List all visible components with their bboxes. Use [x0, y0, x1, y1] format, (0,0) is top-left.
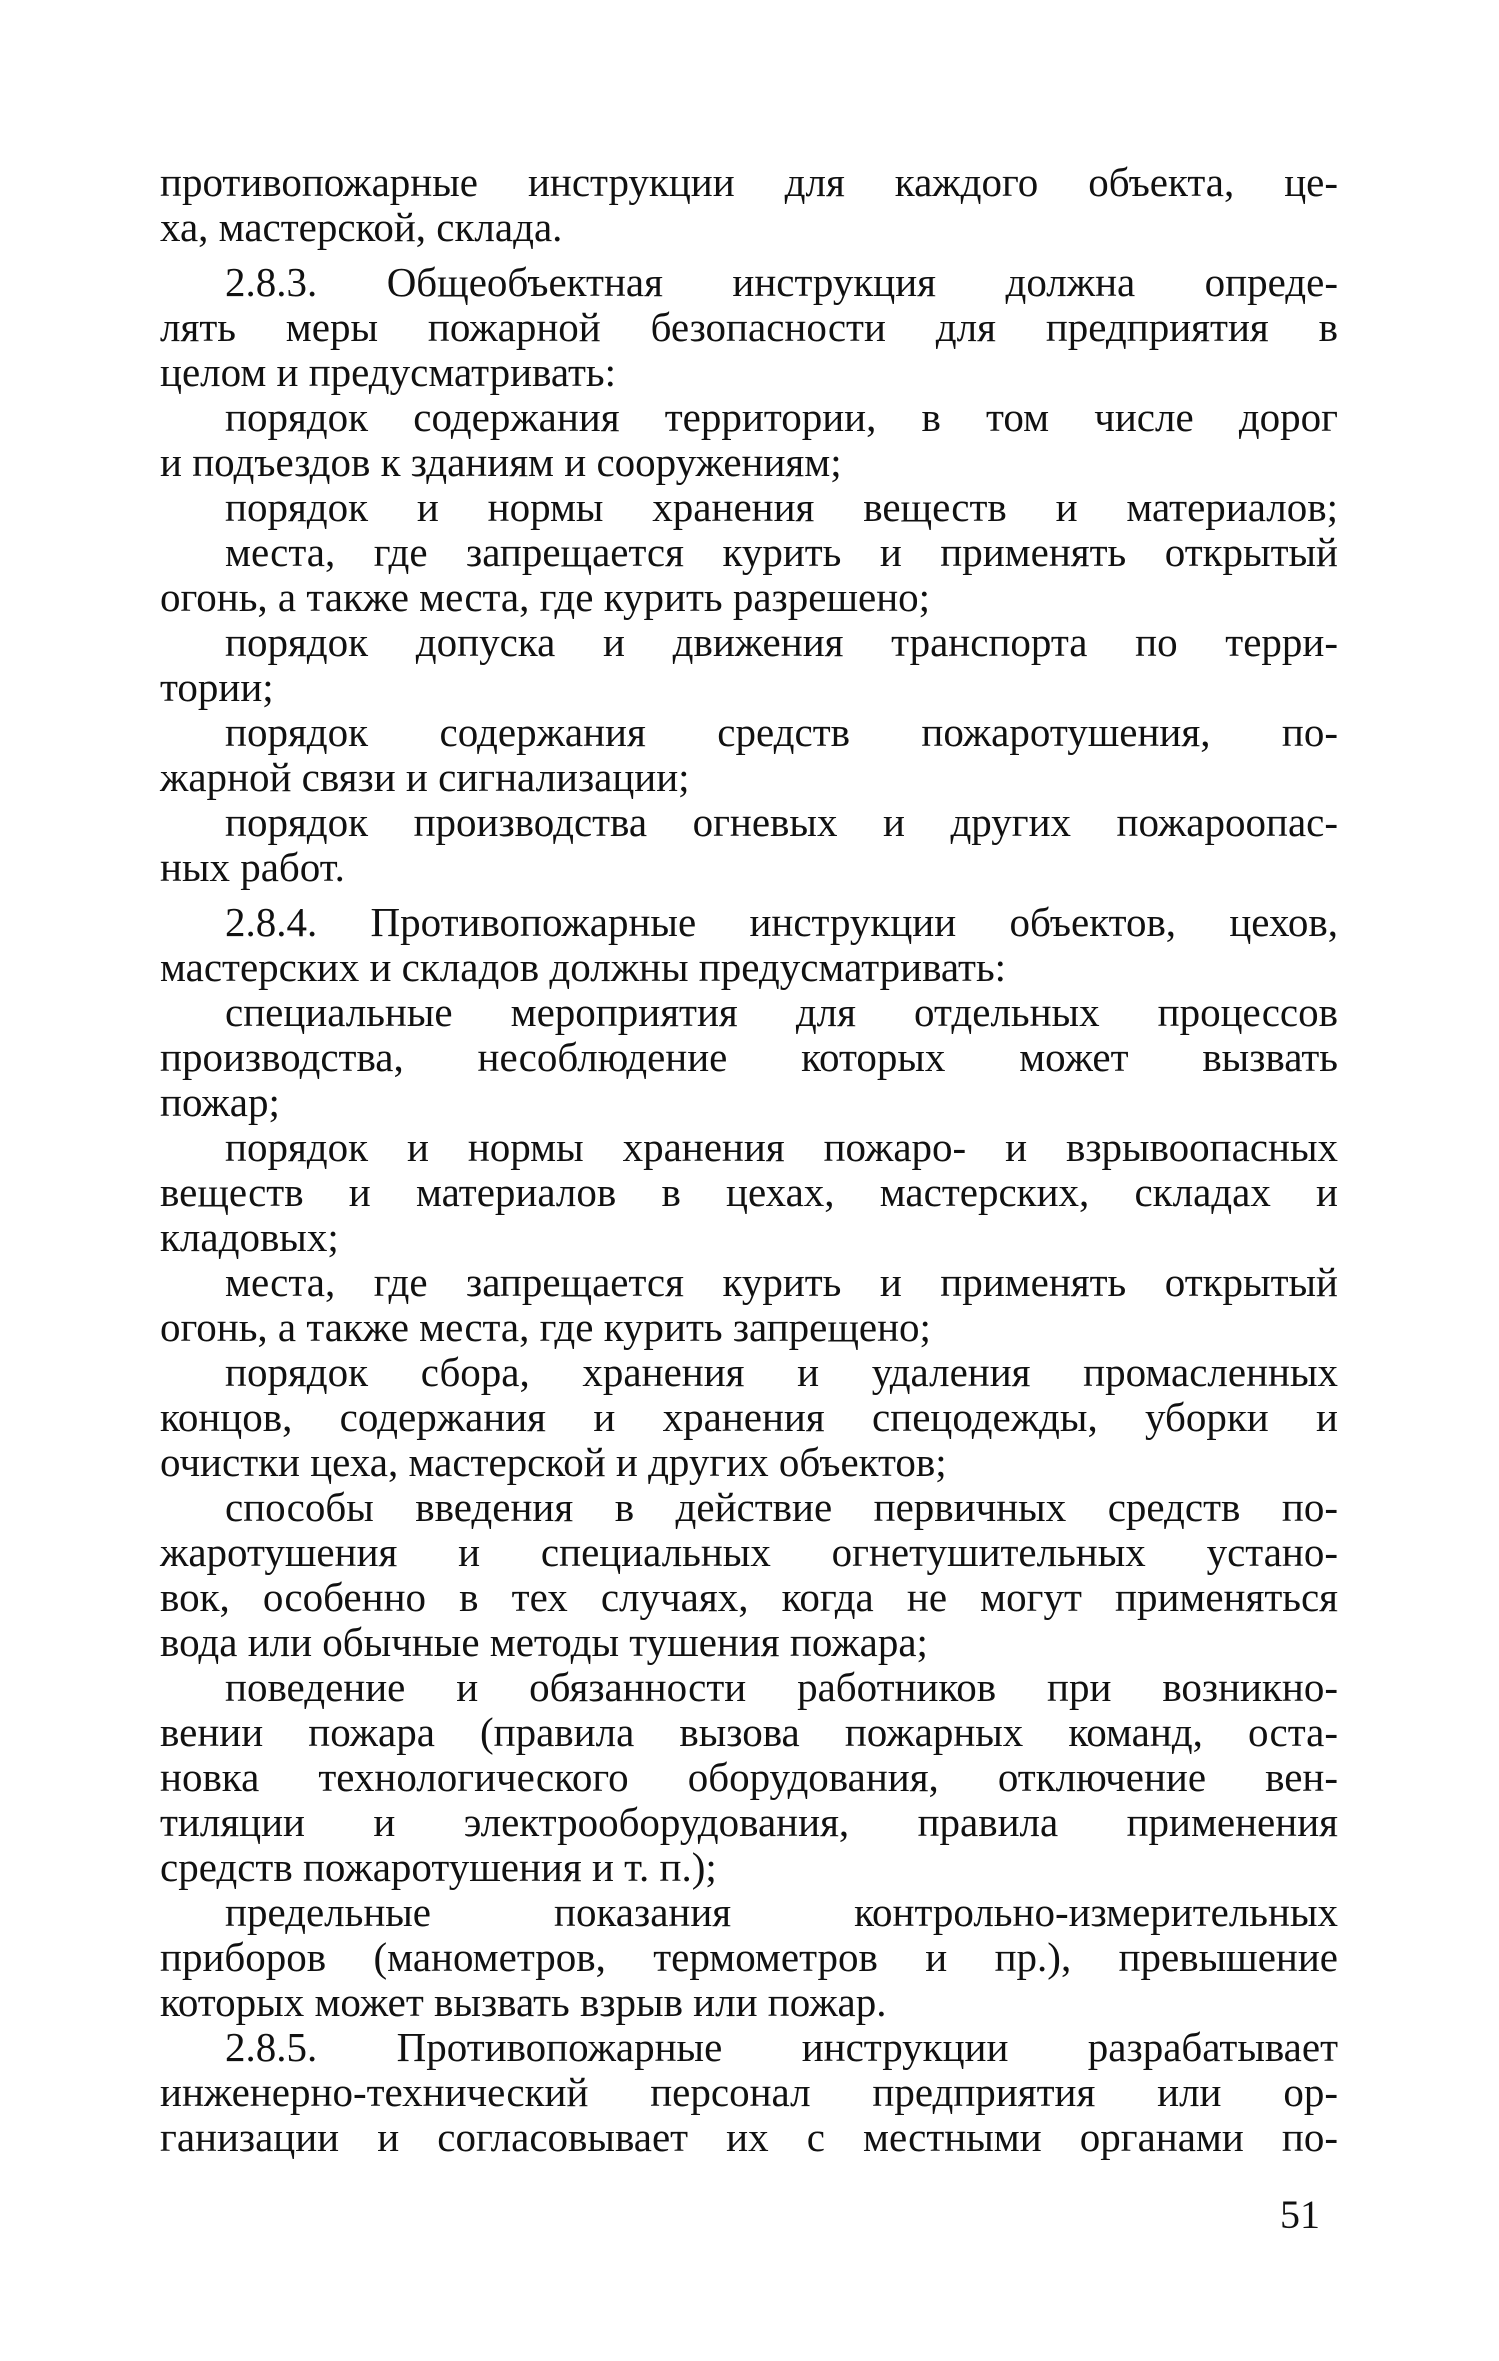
text-line: кладовых; [160, 1214, 339, 1260]
text-line: ных работ. [160, 844, 345, 890]
paragraph-2-8-3 [160, 260, 1338, 395]
text-line: специальные мероприятия для отдельных процессов [225, 989, 1338, 1035]
list-item-smoking-allowed [160, 530, 1338, 620]
text-line: порядок производства огневых и других пожароопас- [225, 799, 1338, 845]
text-line: мастерских и складов должны предусматривать: [160, 944, 1007, 990]
page-text [160, 160, 1338, 2160]
text-line: приборов (манометров, термометров и пр.), превышение [160, 1934, 1338, 1980]
text-line: способы введения в действие первичных средств по- [225, 1484, 1338, 1530]
text-line: концов, содержания и хранения спецодежды, уборки и [160, 1394, 1338, 1440]
list-item-hazardous-storage [160, 1125, 1338, 1260]
text-line: пожар; [160, 1079, 280, 1125]
paragraph-2-8-5 [160, 2025, 1338, 2160]
list-item-special-measures [160, 990, 1338, 1125]
text-line: 2.8.3. Общеобъектная инструкция должна опреде- [225, 259, 1338, 305]
paragraph-2-8-4 [160, 900, 1338, 990]
text-line: порядок содержания территории, в том числе дорог [225, 394, 1338, 440]
page-number: 51 [1280, 2192, 1320, 2237]
text-line: и подъездов к зданиям и сооружениям; [160, 439, 842, 485]
text-line: тории; [160, 664, 274, 710]
text-line: целом и предусматривать: [160, 349, 616, 395]
text-line: огонь, а также места, где курить запрещено; [160, 1304, 931, 1350]
text-line: вода или обычные методы тушения пожара; [160, 1619, 928, 1665]
text-line: предельные показания контрольно-измерительных [225, 1889, 1338, 1935]
text-line: производства, несоблюдение которых может вызвать [160, 1034, 1338, 1080]
list-item-storage [160, 485, 1338, 530]
text-line: жаротушения и специальных огнетушительных устано- [160, 1529, 1338, 1575]
text-line: поведение и обязанности работников при возникно- [225, 1664, 1338, 1710]
list-item-transport [160, 620, 1338, 710]
text-line: инженерно-технический персонал предприятия или ор- [160, 2069, 1338, 2115]
list-item-behavior [160, 1665, 1338, 1890]
text-line: тиляции и электрооборудования, правила применения [160, 1799, 1338, 1845]
paragraph-intro [160, 160, 1338, 250]
text-line: 2.8.4. Противопожарные инструкции объектов, цехов, [225, 899, 1338, 945]
text-line: жарной связи и сигнализации; [160, 754, 690, 800]
text-line: новка технологического оборудования, отключение вен- [160, 1754, 1338, 1800]
text-line: порядок и нормы хранения пожаро- и взрывоопасных [225, 1124, 1338, 1170]
text-line: средств пожаротушения и т. п.); [160, 1844, 717, 1890]
text-line: лять меры пожарной безопасности для предприятия в [160, 304, 1338, 350]
text-line: 2.8.5. Противопожарные инструкции разрабатывает [225, 2024, 1338, 2070]
list-item-instruments [160, 1890, 1338, 2025]
list-item-primary-means [160, 1485, 1338, 1665]
list-item-firefighting [160, 710, 1338, 800]
text-line: вок, особенно в тех случаях, когда не могут применяться [160, 1574, 1338, 1620]
text-line: порядок и нормы хранения веществ и материалов; [225, 484, 1338, 530]
text-line: противопожарные инструкции для каждого объекта, це- [160, 159, 1338, 205]
list-item-hot-work [160, 800, 1338, 890]
text-line: ха, мастерской, склада. [160, 204, 563, 250]
text-line: очистки цеха, мастерской и других объектов; [160, 1439, 947, 1485]
text-line: огонь, а также места, где курить разрешено; [160, 574, 931, 620]
text-line: места, где запрещается курить и применять открытый [225, 1259, 1338, 1305]
text-line: места, где запрещается курить и применять открытый [225, 529, 1338, 575]
text-line: порядок содержания средств пожаротушения, по- [225, 709, 1338, 755]
text-line: ганизации и согласовывает их с местными органами по- [160, 2114, 1338, 2160]
text-line: веществ и материалов в цехах, мастерских, складах и [160, 1169, 1338, 1215]
text-line: которых может вызвать взрыв или пожар. [160, 1979, 887, 2025]
list-item-territory [160, 395, 1338, 485]
text-line: вении пожара (правила вызова пожарных команд, оста- [160, 1709, 1338, 1755]
list-item-oily-rags [160, 1350, 1338, 1485]
list-item-smoking-forbidden [160, 1260, 1338, 1350]
text-line: порядок допуска и движения транспорта по терри- [225, 619, 1338, 665]
text-line: порядок сбора, хранения и удаления промасленных [225, 1349, 1338, 1395]
